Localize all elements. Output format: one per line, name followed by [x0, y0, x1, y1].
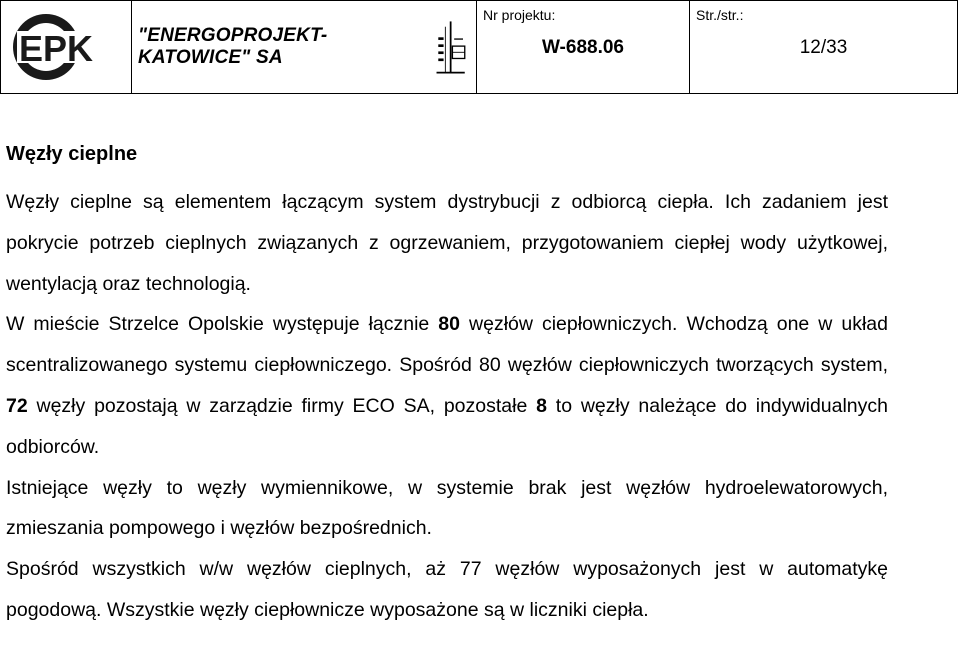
node-count-individual: 8	[536, 394, 547, 417]
building-emblem-icon	[433, 16, 468, 78]
logo-cell	[1, 1, 132, 93]
document-header	[0, 0, 958, 94]
document-body	[6, 136, 888, 631]
paragraph-4: Spośród wszystkich w/w węzłów cieplnych, aż 77 węzłów wyposażonych jest w automatykę pogodową. Wszystkie węzły ciepłownicze wyposażone są w liczniki ciepła.	[6, 558, 888, 621]
paragraph-2-text-4: to węzły należące do indywidualnych odbiorców.	[6, 394, 888, 458]
paragraph-1: Węzły cieplne są elementem łączącym system dystrybucji z odbiorcą ciepła. Ich zadaniem jest pokrycie potrzeb cieplnych związanych z ogrzewaniem, przygotowaniem ciepłej wody użytkowej, wentylacją oraz technologią.	[6, 191, 888, 295]
company-name: "ENERGOPROJEKT-KATOWICE" SA	[138, 25, 328, 68]
paragraph-3: Istniejące węzły to węzły wymiennikowe, w systemie brak jest węzłów hydroelewatorowych, zmieszania pompowego i węzłów bezpośrednich.	[6, 476, 888, 540]
project-number: W-688.06	[542, 37, 624, 58]
page-number: 12/33	[799, 37, 848, 58]
company-cell	[132, 1, 477, 93]
section-title: Węzły cieplne	[6, 143, 138, 165]
project-number-cell	[477, 1, 690, 93]
epk-logo	[11, 12, 121, 82]
logo-text: EPK	[19, 28, 94, 69]
paragraph-2-text-2: węzłów ciepłowniczych. Wchodzą one w układ scentralizowanego systemu ciepłowniczego. Spośród 80 węzłów ciepłowniczych tworzących system,	[6, 313, 888, 377]
node-count-eco: 72	[6, 394, 28, 417]
node-count-total: 80	[438, 313, 460, 336]
paragraph-2-text-1: W mieście Strzelce Opolskie występuje łącznie	[6, 313, 439, 336]
project-label: Nr projektu:	[483, 7, 556, 23]
paragraph-2-text-3: węzły pozostają w zarządzie firmy ECO SA, pozostałe	[27, 394, 537, 417]
paragraph-2	[6, 304, 888, 467]
page-number-cell	[690, 1, 957, 93]
page-label: Str./str.:	[696, 7, 744, 23]
